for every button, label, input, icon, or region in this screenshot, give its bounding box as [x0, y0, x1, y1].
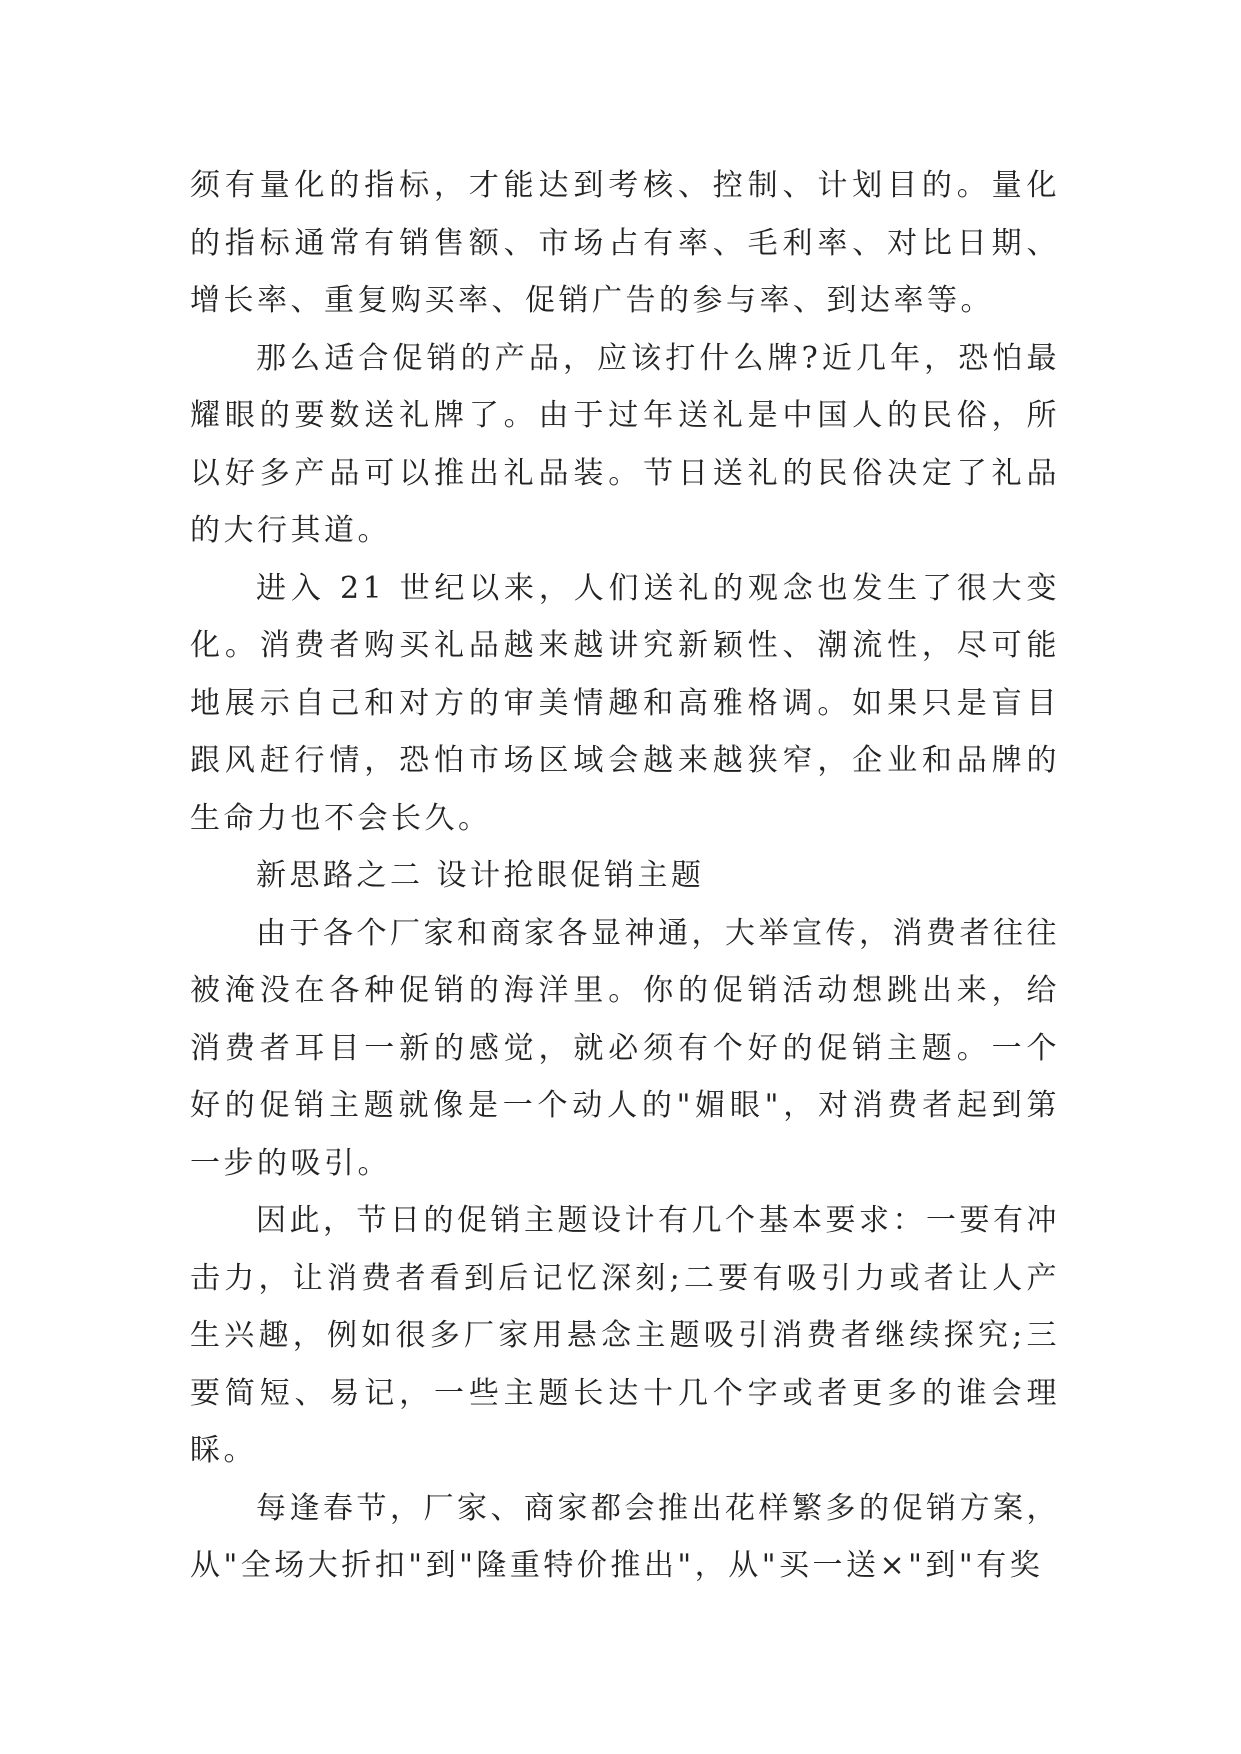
paragraph-2: 那么适合促销的产品，应该打什么牌?近几年，恐怕最耀眼的要数送礼牌了。由于过年送礼是中国人的民俗，所以好多产品可以推出礼品装。节日送礼的民俗决定了礼品的大行其道。: [190, 340, 1060, 548]
body-text: [190, 157, 1060, 1595]
paragraph-6: 每逢春节，厂家、商家都会推出花样繁多的促销方案，从"全场大折扣"到"隆重特价推出"，从"买一送×"到"有奖: [190, 1490, 1060, 1583]
section-heading: 新思路之二 设计抢眼促销主题: [256, 858, 705, 893]
paragraph-1: 须有量化的指标，才能达到考核、控制、计划目的。量化的指标通常有销售额、市场占有率、毛利率、对比日期、增长率、重复购买率、促销广告的参与率、到达率等。: [190, 168, 1060, 318]
paragraph-5: 因此，节日的促销主题设计有几个基本要求：一要有冲击力，让消费者看到后记忆深刻;二要有吸引力或者让人产生兴趣，例如很多厂家用悬念主题吸引消费者继续探究;三要简短、易记，一些主题长达十几个字或者更多的谁会理睬。: [190, 1203, 1060, 1468]
paragraph-3: 进入 21 世纪以来，人们送礼的观念也发生了很大变化。消费者购买礼品越来越讲究新颖性、潮流性，尽可能地展示自己和对方的审美情趣和高雅格调。如果只是盲目跟风赶行情，恐怕市场区域会越来越狭窄，企业和品牌的生命力也不会长久。: [190, 570, 1060, 836]
paragraph-4: 由于各个厂家和商家各显神通，大举宣传，消费者往往被淹没在各种促销的海洋里。你的促销活动想跳出来，给消费者耳目一新的感觉，就必须有个好的促销主题。一个好的促销主题就像是一个动人的"媚眼"，对消费者起到第一步的吸引。: [190, 915, 1060, 1181]
